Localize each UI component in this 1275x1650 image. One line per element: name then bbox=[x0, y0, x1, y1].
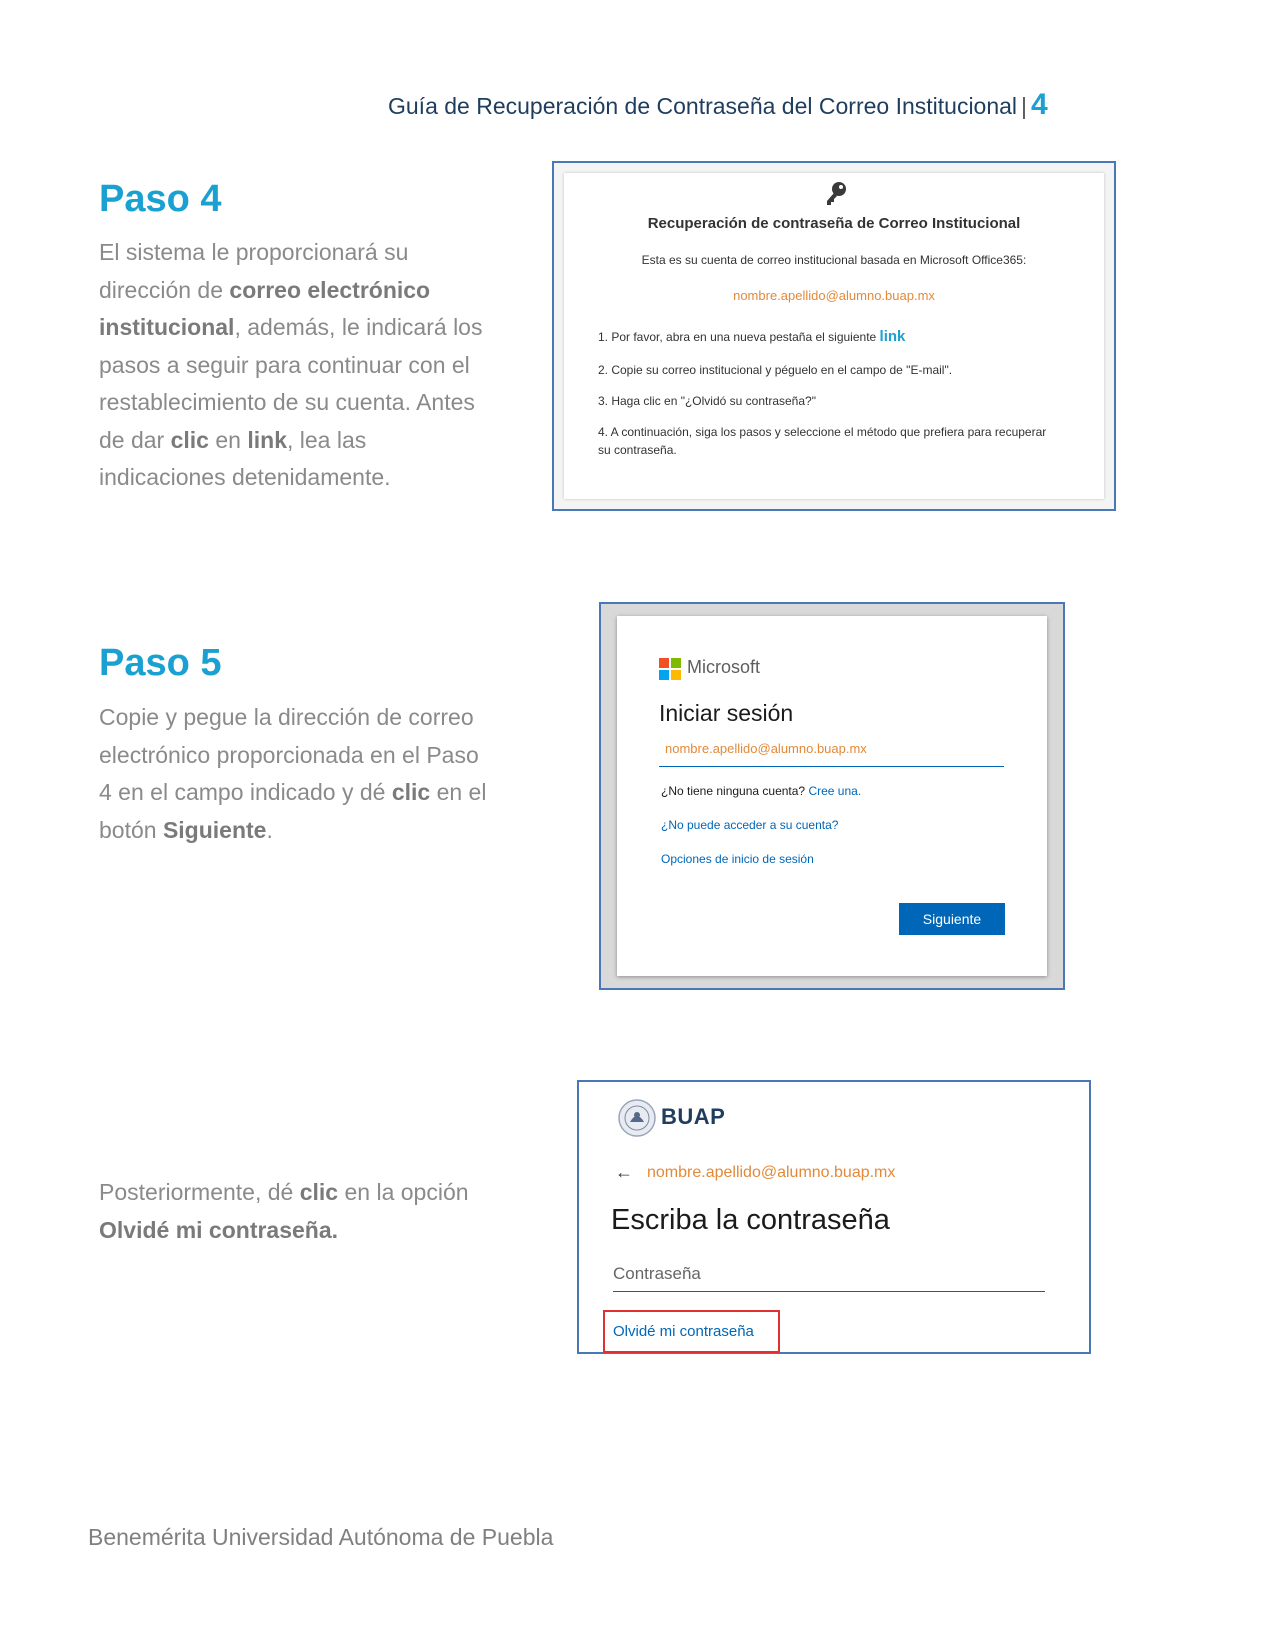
microsoft-brand: Microsoft bbox=[687, 657, 761, 677]
step4-text bbox=[99, 234, 489, 497]
step6-bold-clic: clic bbox=[299, 1179, 339, 1205]
buap-brand: BUAP bbox=[661, 1104, 726, 1129]
instruction-1 bbox=[598, 328, 905, 345]
recovery-info-card bbox=[564, 173, 1104, 499]
recovery-title: Recuperación de contraseña de Correo Institucional bbox=[647, 215, 1021, 232]
step5-bold-siguiente: Siguiente bbox=[162, 816, 267, 843]
step4-text-part: El sistema le proporcionará su dirección de bbox=[99, 239, 409, 303]
recovery-link[interactable]: link bbox=[879, 328, 906, 345]
signin-options-link[interactable]: Opciones de inicio de sesión bbox=[661, 852, 814, 866]
back-arrow-icon[interactable]: ← bbox=[615, 1162, 633, 1182]
step5-text-part: . bbox=[266, 816, 273, 843]
signin-card bbox=[617, 616, 1047, 976]
footer-text: Benemérita Universidad Autónoma de Puebla bbox=[88, 1524, 554, 1550]
cant-access-link[interactable]: ¿No puede acceder a su cuenta? bbox=[661, 818, 839, 832]
instruction-4: 4. A continuación, siga los pasos y seleccione el método que prefiera para recuperar bbox=[598, 425, 1047, 439]
step5-bold-clic: clic bbox=[391, 779, 431, 805]
create-account-link[interactable]: Cree una. bbox=[808, 784, 862, 798]
header-title: Guía de Recuperación de Contraseña del Correo Institucional bbox=[388, 93, 1018, 119]
step4-text-part: , lea las indicaciones detenidamente. bbox=[99, 426, 391, 490]
microsoft-logo-icon bbox=[659, 658, 681, 680]
logo-square bbox=[659, 670, 669, 680]
forgot-password-link[interactable]: Olvidé mi contraseña bbox=[613, 1323, 754, 1340]
instruction-2: 2. Copie su correo institucional y péguelo en el campo de "E-mail". bbox=[598, 363, 953, 377]
signin-title: Iniciar sesión bbox=[659, 700, 794, 726]
instruction-1-text: 1. Por favor, abra en una nueva pestaña el siguiente bbox=[598, 330, 880, 344]
password-title: Escriba la contraseña bbox=[611, 1204, 890, 1236]
email-input[interactable]: nombre.apellido@alumno.buap.mx bbox=[659, 741, 1004, 767]
recovery-info-screenshot bbox=[552, 161, 1116, 511]
password-screenshot bbox=[577, 1080, 1091, 1354]
logo-square bbox=[671, 658, 681, 668]
recovery-subtitle: Esta es su cuenta de correo institucional basada en Microsoft Office365: bbox=[641, 253, 1027, 267]
step6-text-part: en la opción bbox=[338, 1179, 469, 1205]
instruction-3: 3. Haga clic en "¿Olvidó su contraseña?" bbox=[598, 394, 816, 408]
step4-text-part: , además, le indicará los pasos a seguir para continuar con el restablecimiento de su cuenta. Antes de dar bbox=[99, 314, 483, 453]
step5-title: Paso 5 bbox=[99, 642, 222, 684]
no-account-line bbox=[661, 784, 861, 798]
next-button[interactable]: Siguiente bbox=[899, 903, 1005, 935]
page-number: 4 bbox=[1031, 88, 1048, 121]
instruction-4-cont: su contraseña. bbox=[598, 443, 677, 457]
header-separator: | bbox=[1021, 93, 1028, 119]
step5-text bbox=[99, 699, 489, 849]
microsoft-signin-screenshot bbox=[599, 602, 1065, 990]
step6-text-part: Posteriormente, dé bbox=[99, 1179, 300, 1205]
step6-text bbox=[99, 1174, 499, 1249]
step5-text-part: Copie y pegue la dirección de correo electrónico proporcionada en el Paso 4 en el campo indicado y dé bbox=[99, 704, 479, 805]
step4-text-part: en bbox=[208, 426, 248, 453]
step5-text-part: en el botón bbox=[99, 779, 487, 843]
account-email: nombre.apellido@alumno.buap.mx bbox=[647, 1164, 896, 1181]
page-header bbox=[388, 88, 1048, 122]
step4-bold-clic: clic bbox=[170, 426, 209, 453]
no-account-text: ¿No tiene ninguna cuenta? bbox=[661, 784, 809, 798]
recovery-email: nombre.apellido@alumno.buap.mx bbox=[733, 288, 935, 303]
logo-square bbox=[659, 658, 669, 668]
key-icon bbox=[822, 179, 850, 207]
step4-title: Paso 4 bbox=[99, 178, 222, 220]
step4-bold-link: link bbox=[247, 426, 287, 453]
step6-bold-forgot: Olvidé mi contraseña. bbox=[99, 1216, 339, 1243]
password-input[interactable]: Contraseña bbox=[613, 1264, 1045, 1292]
step4-bold-email: correo electrónico institucional bbox=[99, 276, 431, 340]
buap-seal-icon bbox=[617, 1098, 657, 1138]
logo-square bbox=[671, 670, 681, 680]
